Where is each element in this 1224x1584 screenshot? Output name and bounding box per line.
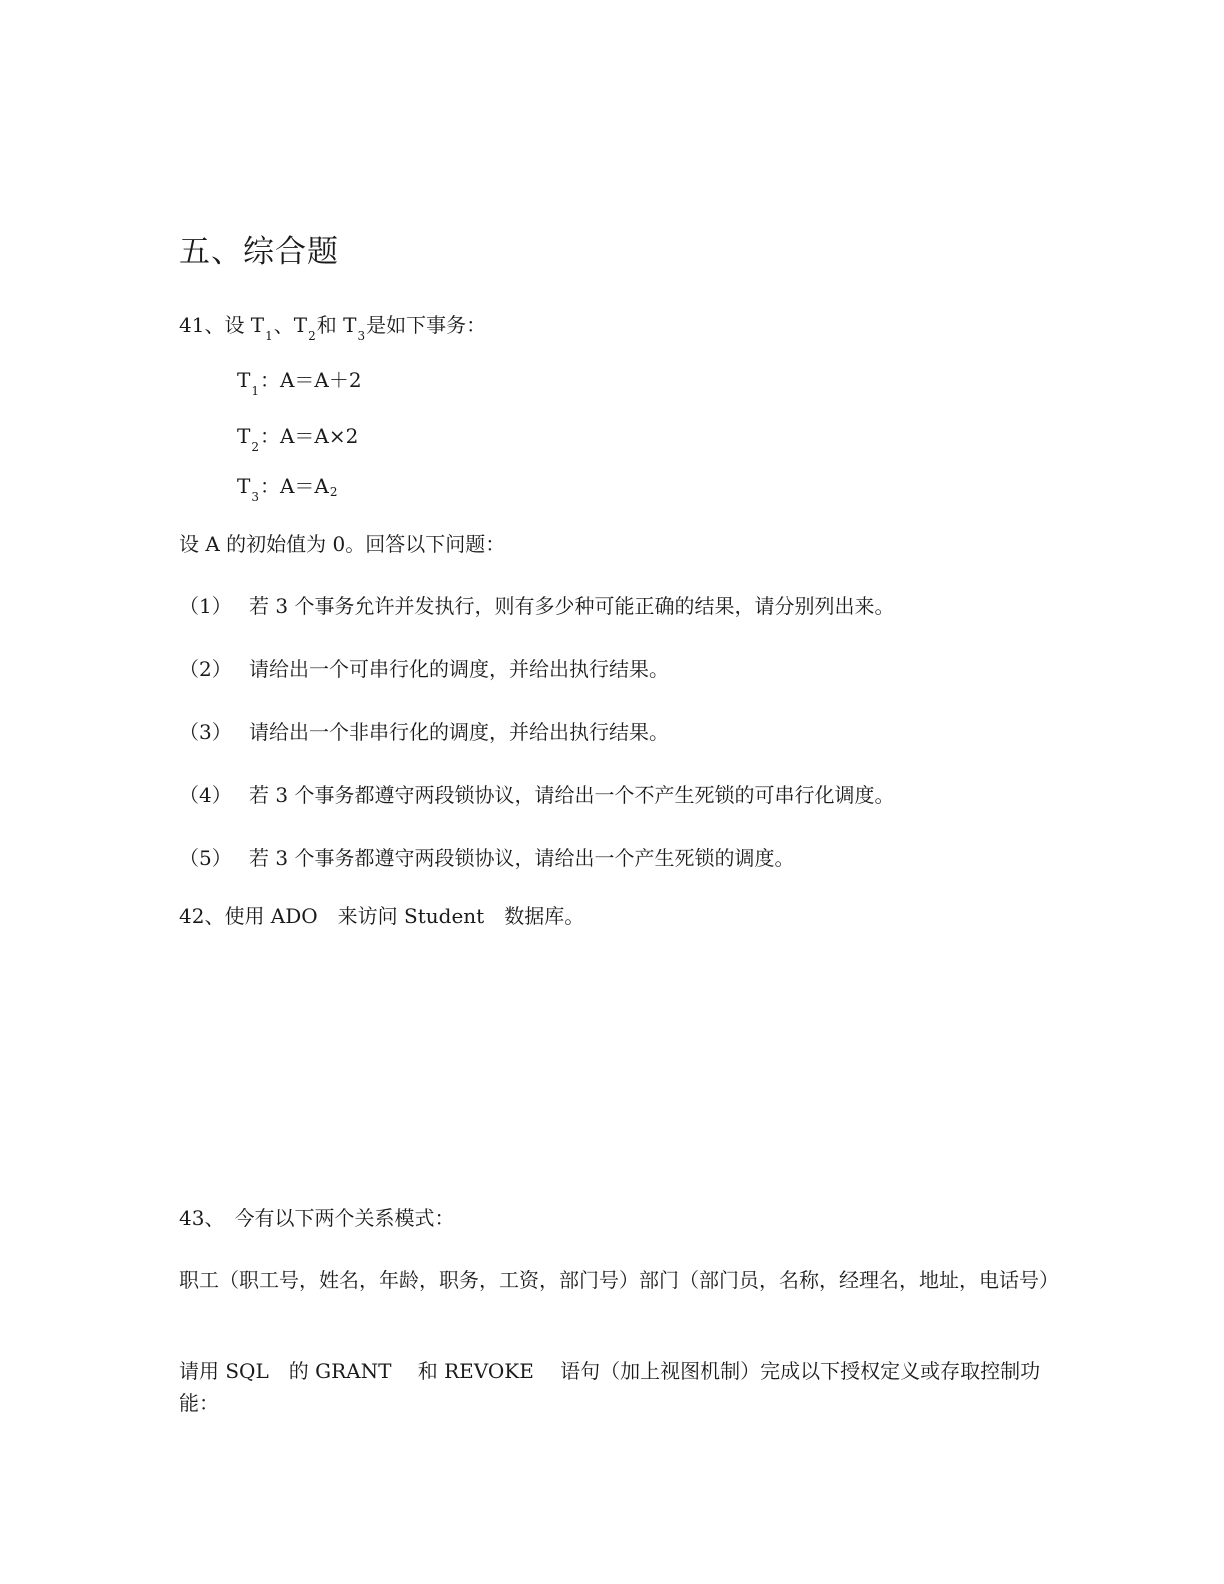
subscript: 3 (251, 490, 259, 504)
transaction-expr: ：A＝A＋2 (259, 368, 362, 392)
q43-instruction: 请用 SQL 的 GRANT 和 REVOKE 语句（加上视图机制）完成以下授权定义或存取控制功能： (179, 1359, 1041, 1415)
q41-item-2 (179, 655, 669, 683)
q41-item-5 (179, 844, 794, 872)
q41-item-4 (179, 781, 894, 809)
q41-intro-prefix: 41、设 T (179, 313, 265, 337)
q42-text: 42、使用 ADO 来访问 Student 数据库。 (179, 904, 585, 928)
transaction-letter: T (237, 424, 251, 448)
q41-intro-sep: 、T (273, 313, 308, 337)
q41-intro-suffix: 是如下事务： (366, 313, 487, 337)
subscript: 2 (329, 485, 338, 499)
item-text: 请给出一个非串行化的调度，并给出执行结果。 (249, 720, 669, 744)
subscript: 2 (308, 329, 316, 343)
item-number: （5） (179, 846, 232, 870)
item-number: （4） (179, 783, 232, 807)
item-number: （3） (179, 720, 232, 744)
item-text: 若 3 个事务允许并发执行，则有多少种可能正确的结果，请分别列出来。 (249, 594, 895, 618)
subscript: 3 (357, 329, 366, 343)
transaction-expr: ：A＝A×2 (259, 424, 359, 448)
q43-intro: 43、 今有以下两个关系模式： (179, 1206, 455, 1230)
transaction-letter: T (237, 474, 251, 498)
q43-schema: 职工（职工号，姓名，年龄，职务，工资，部门号）部门（部门员，名称，经理名，地址，电话号） (179, 1268, 1059, 1292)
transaction-t3 (237, 472, 339, 503)
transaction-expr: ：A＝A (259, 474, 329, 498)
q41-item-1 (179, 592, 894, 620)
q41-item-3 (179, 718, 669, 746)
section-title: 五、综合题 (179, 234, 339, 270)
q41-intro-sep: 和 T (316, 313, 357, 337)
q41-initial-value: 设 A 的初始值为 0。回答以下问题： (179, 532, 506, 556)
subscript: 1 (251, 384, 259, 398)
subscript: 2 (251, 440, 259, 454)
q41-intro (179, 311, 486, 342)
item-text: 请给出一个可串行化的调度，并给出执行结果。 (249, 657, 669, 681)
subscript: 1 (265, 329, 273, 343)
item-text: 若 3 个事务都遵守两段锁协议，请给出一个不产生死锁的可串行化调度。 (249, 783, 895, 807)
transaction-t1 (237, 366, 362, 397)
item-number: （2） (179, 657, 232, 681)
transaction-letter: T (237, 368, 251, 392)
transaction-t2 (237, 422, 358, 453)
item-number: （1） (179, 594, 232, 618)
item-text: 若 3 个事务都遵守两段锁协议，请给出一个产生死锁的调度。 (249, 846, 795, 870)
